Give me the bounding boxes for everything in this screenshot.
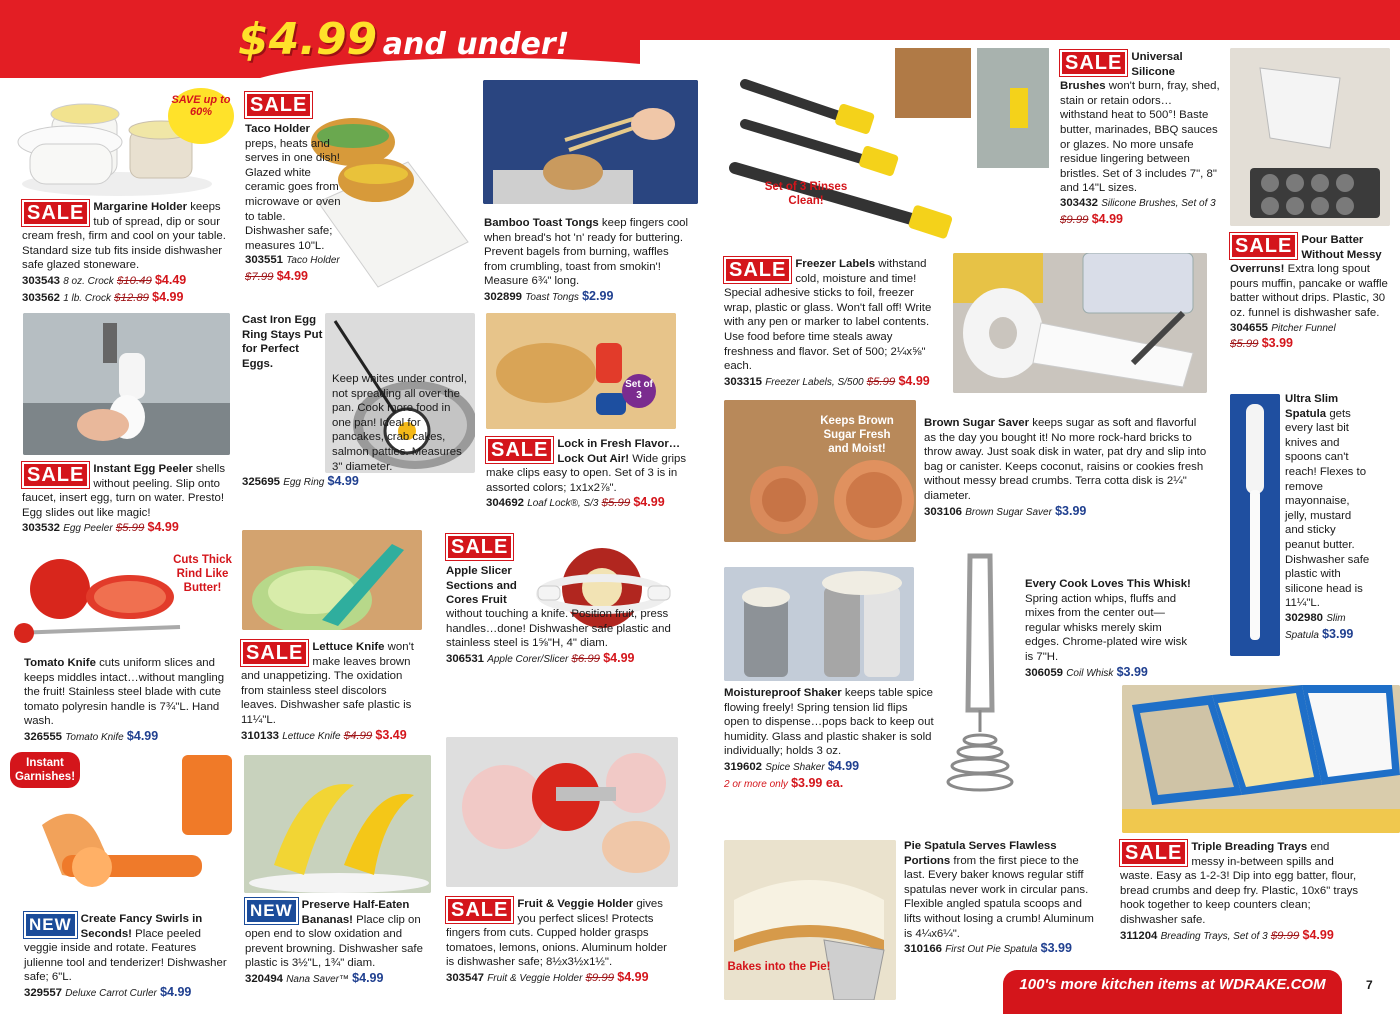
- item-sku: 302980: [1285, 611, 1324, 624]
- whisk-photo: [940, 550, 1020, 810]
- sale-badge: SALE: [486, 437, 553, 463]
- pie-spatula-photo: [724, 840, 896, 1000]
- item-name: 8 oz. Crock: [63, 275, 114, 287]
- item-name: Tomato Knife: [65, 731, 124, 743]
- deal-label: 2 or more only: [724, 778, 788, 790]
- sale-badge: SALE: [245, 92, 312, 118]
- sale-badge: SALE: [724, 257, 791, 283]
- item-title: Create Fancy Swirls in Seconds!: [80, 913, 203, 940]
- item-title: Margarine Holder: [93, 201, 188, 213]
- rinses-callout-text: Set of 3 Rinses Clean!: [764, 181, 848, 207]
- item-desc: from the first piece to the last. Every baker knows regular stiff spatulas never work in circular pans. Flexible angled spatula scoops and lifts without losing a crumb! Aluminum is 4¼x6¼".: [904, 854, 1094, 940]
- headline: [238, 14, 569, 65]
- price: $4.49: [154, 272, 187, 287]
- item-sku: 303562: [22, 291, 61, 304]
- item-desc: won't burn, fray, shed, stain or retain odors…withstand heat to 500°! Baste butter, marinades, BBQ sauces or glazes. No more unsafe residue lingering between bristles. Set of 3 includes 7", 8" and 14"L sizes.: [1060, 80, 1220, 195]
- egg-peeler-item: [22, 462, 232, 537]
- item-desc: end messy in-between spills and waste. Easy as 1-2-3! Dip into egg batter, flour, bread crumbs and deep fry. Plastic, 10x6" trays hook together to keep counters clean; dishwasher safe.: [1120, 841, 1359, 926]
- save-bubble-text: SAVE up to 60%: [171, 94, 231, 118]
- item-desc: shells without peeling. Slip onto faucet, insert egg, turn on water. Presto! Egg slides out like magic!: [22, 463, 226, 519]
- price: $4.99: [898, 373, 930, 388]
- item-title: Preserve Half-Eaten Bananas!: [301, 899, 410, 926]
- sale-badge: SALE: [22, 200, 89, 226]
- price: $4.99: [633, 495, 665, 510]
- apple-slicer-desc: [446, 607, 676, 667]
- instant-bubble: [10, 752, 80, 788]
- breading-trays-item: [1120, 840, 1360, 944]
- freezer-labels-item: [724, 257, 944, 390]
- freezer-labels-photo: [953, 253, 1207, 393]
- brown-sugar-callout: [814, 414, 900, 456]
- taco-item: [245, 92, 345, 285]
- loaf-lock-photo: [486, 313, 676, 429]
- item-sku: 311204: [1120, 929, 1158, 942]
- item-sku: 303432: [1060, 196, 1099, 209]
- item-name: Nana Saver™: [286, 973, 349, 985]
- carrot-curler-item: [24, 912, 234, 1002]
- headline-rest: and under!: [382, 27, 570, 62]
- item-name: Deluxe Carrot Curler: [65, 987, 157, 999]
- item-desc: withstand cold, moisture and time! Special adhesive sticks to foil, freezer wrap, plastic or glass. Won't fall off! Write with any pen or marker to label contents. Use food before time steals away freshness and flavor. Set of 500; 2¼x⅝" each.: [724, 258, 932, 373]
- price: $4.99: [152, 289, 184, 304]
- price: $3.99: [1322, 626, 1354, 641]
- item-desc: gives you perfect slices! Protects fingers from cuts. Cupped holder grasps tomatoes, lemons, onions. Aluminum holder is dishwasher safe; 8½x3½x1½".: [446, 898, 667, 969]
- item-desc: keeps tub of spread, dip or sour cream fresh, firm and cool on your table. Standard size tub fits inside dishwasher safe glazed stoneware.: [22, 201, 226, 272]
- set-of-3-bubble: [622, 374, 656, 408]
- price: $3.99: [1116, 664, 1148, 679]
- item-name: Breading Trays, Set of 3: [1160, 930, 1268, 942]
- brushes-photo: [725, 48, 1050, 258]
- price: $3.49: [375, 727, 407, 742]
- old-price: $10.49: [116, 274, 152, 287]
- brushes-item: [1060, 50, 1220, 227]
- loaf-lock-item: [486, 437, 696, 512]
- price: $4.99: [1091, 211, 1123, 226]
- old-price: $6.99: [571, 652, 601, 665]
- item-title: Lock in Fresh Flavor… Lock Out Air!: [557, 438, 681, 465]
- item-desc: Place peeled veggie inside and rotate. Features julienne tool and tenderizer! Dishwasher safe; 6"L.: [24, 927, 227, 984]
- item-title: Freezer Labels: [795, 258, 876, 270]
- old-price: $4.99: [343, 729, 373, 742]
- item-title: Instant Egg Peeler: [93, 463, 193, 475]
- set-of-3-text: Set of 3: [625, 379, 653, 401]
- price: $4.99: [126, 728, 159, 743]
- batter-funnel-item: [1230, 233, 1390, 352]
- website-footer[interactable]: [1003, 970, 1342, 1014]
- lettuce-knife-photo: [242, 530, 422, 630]
- item-sku: 303532: [22, 522, 61, 535]
- item-sku: 303547: [446, 971, 485, 984]
- item-sku: 304655: [1230, 321, 1269, 334]
- item-sku: 304692: [486, 497, 525, 510]
- item-sku: 326555: [24, 730, 63, 743]
- item-title: Fruit & Veggie Holder: [517, 898, 634, 910]
- price: $3.99: [1040, 941, 1072, 956]
- item-name: Apple Corer/Slicer: [487, 653, 569, 665]
- item-sku: 303106: [924, 505, 963, 518]
- item-desc: Place clip on open end to slow oxidation and prevent browning. Dishwasher safe plastic is 3½"L, 1¾" diam.: [245, 913, 423, 970]
- item-sku: 329557: [24, 986, 63, 999]
- tomato-knife-photo: [10, 545, 185, 650]
- bakes-callout: [724, 960, 834, 974]
- item-sku: 302899: [484, 290, 523, 303]
- spice-shaker-photo: [724, 567, 914, 681]
- item-sku: 310133: [241, 729, 280, 742]
- old-price: $5.99: [1230, 338, 1259, 351]
- sale-badge: SALE: [241, 640, 308, 666]
- item-title: Triple Breading Trays: [1191, 841, 1308, 853]
- item-title: Cast Iron Egg Ring Stays Put for Perfect Eggs.: [242, 314, 323, 370]
- old-price: $9.99: [1060, 213, 1089, 226]
- price: $4.99: [603, 650, 635, 665]
- item-name: Pitcher Funnel: [1271, 322, 1336, 334]
- price: $4.99: [327, 474, 359, 489]
- item-name: Loaf Lock®, S/3: [527, 498, 599, 510]
- old-price: $12.89: [114, 291, 149, 304]
- item-desc: without touching a knife. Position fruit, press handles…done! Dishwasher safe plastic and stainless steel is 1⅝"H, 4" diam.: [446, 608, 671, 650]
- headline-price: $4.99: [238, 14, 378, 65]
- pie-spatula-item: [904, 839, 1102, 958]
- old-price: $7.99: [245, 270, 274, 283]
- item-desc: cuts uniform slices and keeps middles intact…without mangling the fruit! Stainless steel blade with cute tomato polyresin handle is 7¾"L. Hand wash.: [24, 657, 225, 728]
- item-title: Pie Spatula Serves Flawless Portions: [904, 840, 1057, 867]
- brown-sugar-callout-text: Keeps Brown Sugar Fresh and Moist!: [820, 415, 894, 455]
- item-name: Toast Tongs: [525, 291, 579, 303]
- price: $4.99: [617, 969, 649, 984]
- item-name: Egg Ring: [283, 477, 325, 489]
- item-title: Universal Silicone Brushes: [1060, 51, 1183, 93]
- item-desc: Extra long spout pours muffin, pancake or waffle batter without drips. Plastic, 30 oz. funnel is dishwasher safe.: [1230, 263, 1388, 319]
- sale-badge: SALE: [1120, 840, 1187, 866]
- egg-ring-desc-block: [242, 372, 470, 491]
- price: $4.99: [147, 520, 179, 535]
- price: $4.99: [827, 758, 860, 773]
- item-name: Spice Shaker: [765, 761, 825, 773]
- item-desc: keeps table spice flowing freely! Spring tension lid flips open to dispense…pops back to keep out humidity. Glass and plastic shaker is sold individually; holds 3 oz.: [724, 687, 934, 758]
- egg-ring-item: [242, 313, 472, 371]
- egg-peeler-photo: [23, 313, 230, 455]
- rinses-callout: [758, 180, 854, 208]
- item-sku: 303543: [22, 274, 61, 287]
- new-badge: NEW: [24, 912, 77, 938]
- item-name: Brown Sugar Saver: [965, 506, 1052, 518]
- whisk-item: [1025, 577, 1195, 681]
- item-name: Freezer Labels, S/500: [765, 376, 864, 388]
- item-name: Slim Spatula: [1285, 612, 1346, 641]
- price: $4.99: [160, 984, 192, 999]
- batter-funnel-photo: [1230, 48, 1390, 226]
- sale-badge: SALE: [446, 534, 513, 560]
- item-desc: keep fingers cool when bread's hot 'n' ready for buttering. Prevent bagels from burning, waffles from crumbling, toast from smokin'! Measure 6¾" long.: [484, 217, 689, 288]
- item-title: Taco Holder: [245, 123, 310, 135]
- item-desc: gets every last bit knives and spoons can't reach! Flexes to remove mayonnaise, jelly, mustard and sticky peanut butter. Dishwasher safe plastic with silicone head is 11¼"L.: [1285, 407, 1370, 610]
- save-bubble: [168, 88, 234, 144]
- tomato-knife-item: [24, 656, 230, 746]
- item-desc: won't make leaves brown and unappetizing. The oxidation from stainless steel discolors leaves. Dishwasher safe plastic is 11¼"L.: [241, 641, 414, 726]
- price: $3.99: [1055, 503, 1087, 518]
- page-number: 7: [1366, 978, 1373, 992]
- spice-shaker-item: [724, 686, 936, 792]
- item-desc: Spring action whips, fluffs and mixes from the center out—regular whisks merely skim edges. Chrome-plated wire wisk is 7"H.: [1025, 592, 1188, 663]
- item-sku: 306059: [1025, 666, 1064, 679]
- old-price: $9.99: [1270, 929, 1300, 942]
- item-sku: 303551: [245, 254, 284, 267]
- slim-spatula-item: [1285, 392, 1373, 643]
- veggie-holder-photo: [446, 737, 678, 887]
- item-sku: 320494: [245, 972, 284, 985]
- cuts-callout: [170, 553, 235, 595]
- item-title: Brown Sugar Saver: [924, 417, 1030, 429]
- price: $4.99: [1302, 927, 1334, 942]
- item-sku: 325695: [242, 476, 281, 489]
- item-name: Egg Peeler: [63, 523, 113, 535]
- sale-badge: SALE: [22, 462, 89, 488]
- old-price: $5.99: [866, 375, 896, 388]
- margarine-item: [22, 200, 232, 306]
- new-badge: NEW: [245, 898, 298, 924]
- apple-slicer-item: [446, 534, 676, 608]
- instant-bubble-text: Instant Garnishes!: [14, 757, 76, 783]
- deal-price: $3.99 ea.: [791, 775, 844, 790]
- item-name: Taco Holder: [286, 255, 340, 267]
- lettuce-knife-item: [241, 640, 423, 744]
- breading-trays-photo: [1122, 685, 1400, 833]
- item-title: Bamboo Toast Tongs: [484, 217, 599, 229]
- item-name: Fruit & Veggie Holder: [487, 972, 583, 984]
- sale-badge: SALE: [1060, 50, 1127, 76]
- veggie-holder-item: [446, 897, 678, 987]
- item-name: Coil Whisk: [1066, 667, 1114, 679]
- toast-tongs-item: [484, 216, 694, 306]
- banana-photo: [244, 755, 431, 893]
- cuts-callout-text: Cuts Thick Rind Like Butter!: [173, 554, 232, 594]
- toast-tongs-photo: [483, 80, 698, 204]
- price: $4.99: [276, 268, 308, 283]
- item-title: Pour Batter Without Messy Overruns!: [1230, 234, 1382, 276]
- item-title: Lettuce Knife: [312, 641, 385, 653]
- item-desc: preps, heats and serves in one dish! Glazed white ceramic goes from microwave or oven to table. Dishwasher safe; measures 10"L.: [245, 137, 341, 252]
- item-name: First Out Pie Spatula: [945, 944, 1038, 956]
- sale-badge: SALE: [1230, 233, 1297, 259]
- banana-item: [245, 898, 430, 988]
- item-title: Every Cook Loves This Whisk!: [1025, 578, 1191, 590]
- item-name: Silicone Brushes, Set of 3: [1101, 197, 1216, 209]
- slim-spatula-photo: [1230, 394, 1280, 656]
- price: $3.99: [1261, 336, 1293, 351]
- item-title: Ultra Slim Spatula: [1285, 393, 1339, 420]
- item-name: Lettuce Knife: [282, 730, 341, 742]
- price: $4.99: [352, 970, 384, 985]
- item-title: Apple Slicer Sections and Cores Fruit: [446, 565, 517, 607]
- item-sku: 319602: [724, 760, 763, 773]
- footer-text: 100's more kitchen items at WDRAKE.COM: [1019, 976, 1326, 993]
- sale-badge: SALE: [446, 897, 513, 923]
- item-desc: Keep whites under control, not spreading all over the pan. Cook more food in one pan! Ideal for pancakes, crab cakes, salmon patties. Measures 3" diameter.: [332, 373, 467, 473]
- bakes-callout-text: Bakes into the Pie!: [727, 961, 831, 973]
- item-desc: keeps sugar as soft and flavorful as the day you bought it! No more rock-hard bricks to throw away. Just soak disk in water, pat dry and slip into bag or canister. Keeps coconut, raisins or cookies fresh without messy bread crumbs. Terra cotta disk is 2¼" diameter.: [924, 417, 1207, 502]
- item-name: 1 lb. Crock: [63, 292, 111, 304]
- item-title: Moistureproof Shaker: [724, 687, 842, 699]
- brown-sugar-item: [924, 416, 1209, 520]
- old-price: $5.99: [601, 497, 631, 510]
- item-sku: 306531: [446, 652, 485, 665]
- item-sku: 310166: [904, 943, 943, 956]
- old-price: $5.99: [115, 522, 145, 535]
- item-sku: 303315: [724, 375, 763, 388]
- price: $2.99: [582, 288, 614, 303]
- old-price: $9.99: [585, 971, 615, 984]
- item-desc: Wide grips make clips easy to open. Set of 3 is in assorted colors; 1x1x2⅞".: [486, 452, 687, 494]
- item-title: Tomato Knife: [24, 657, 96, 669]
